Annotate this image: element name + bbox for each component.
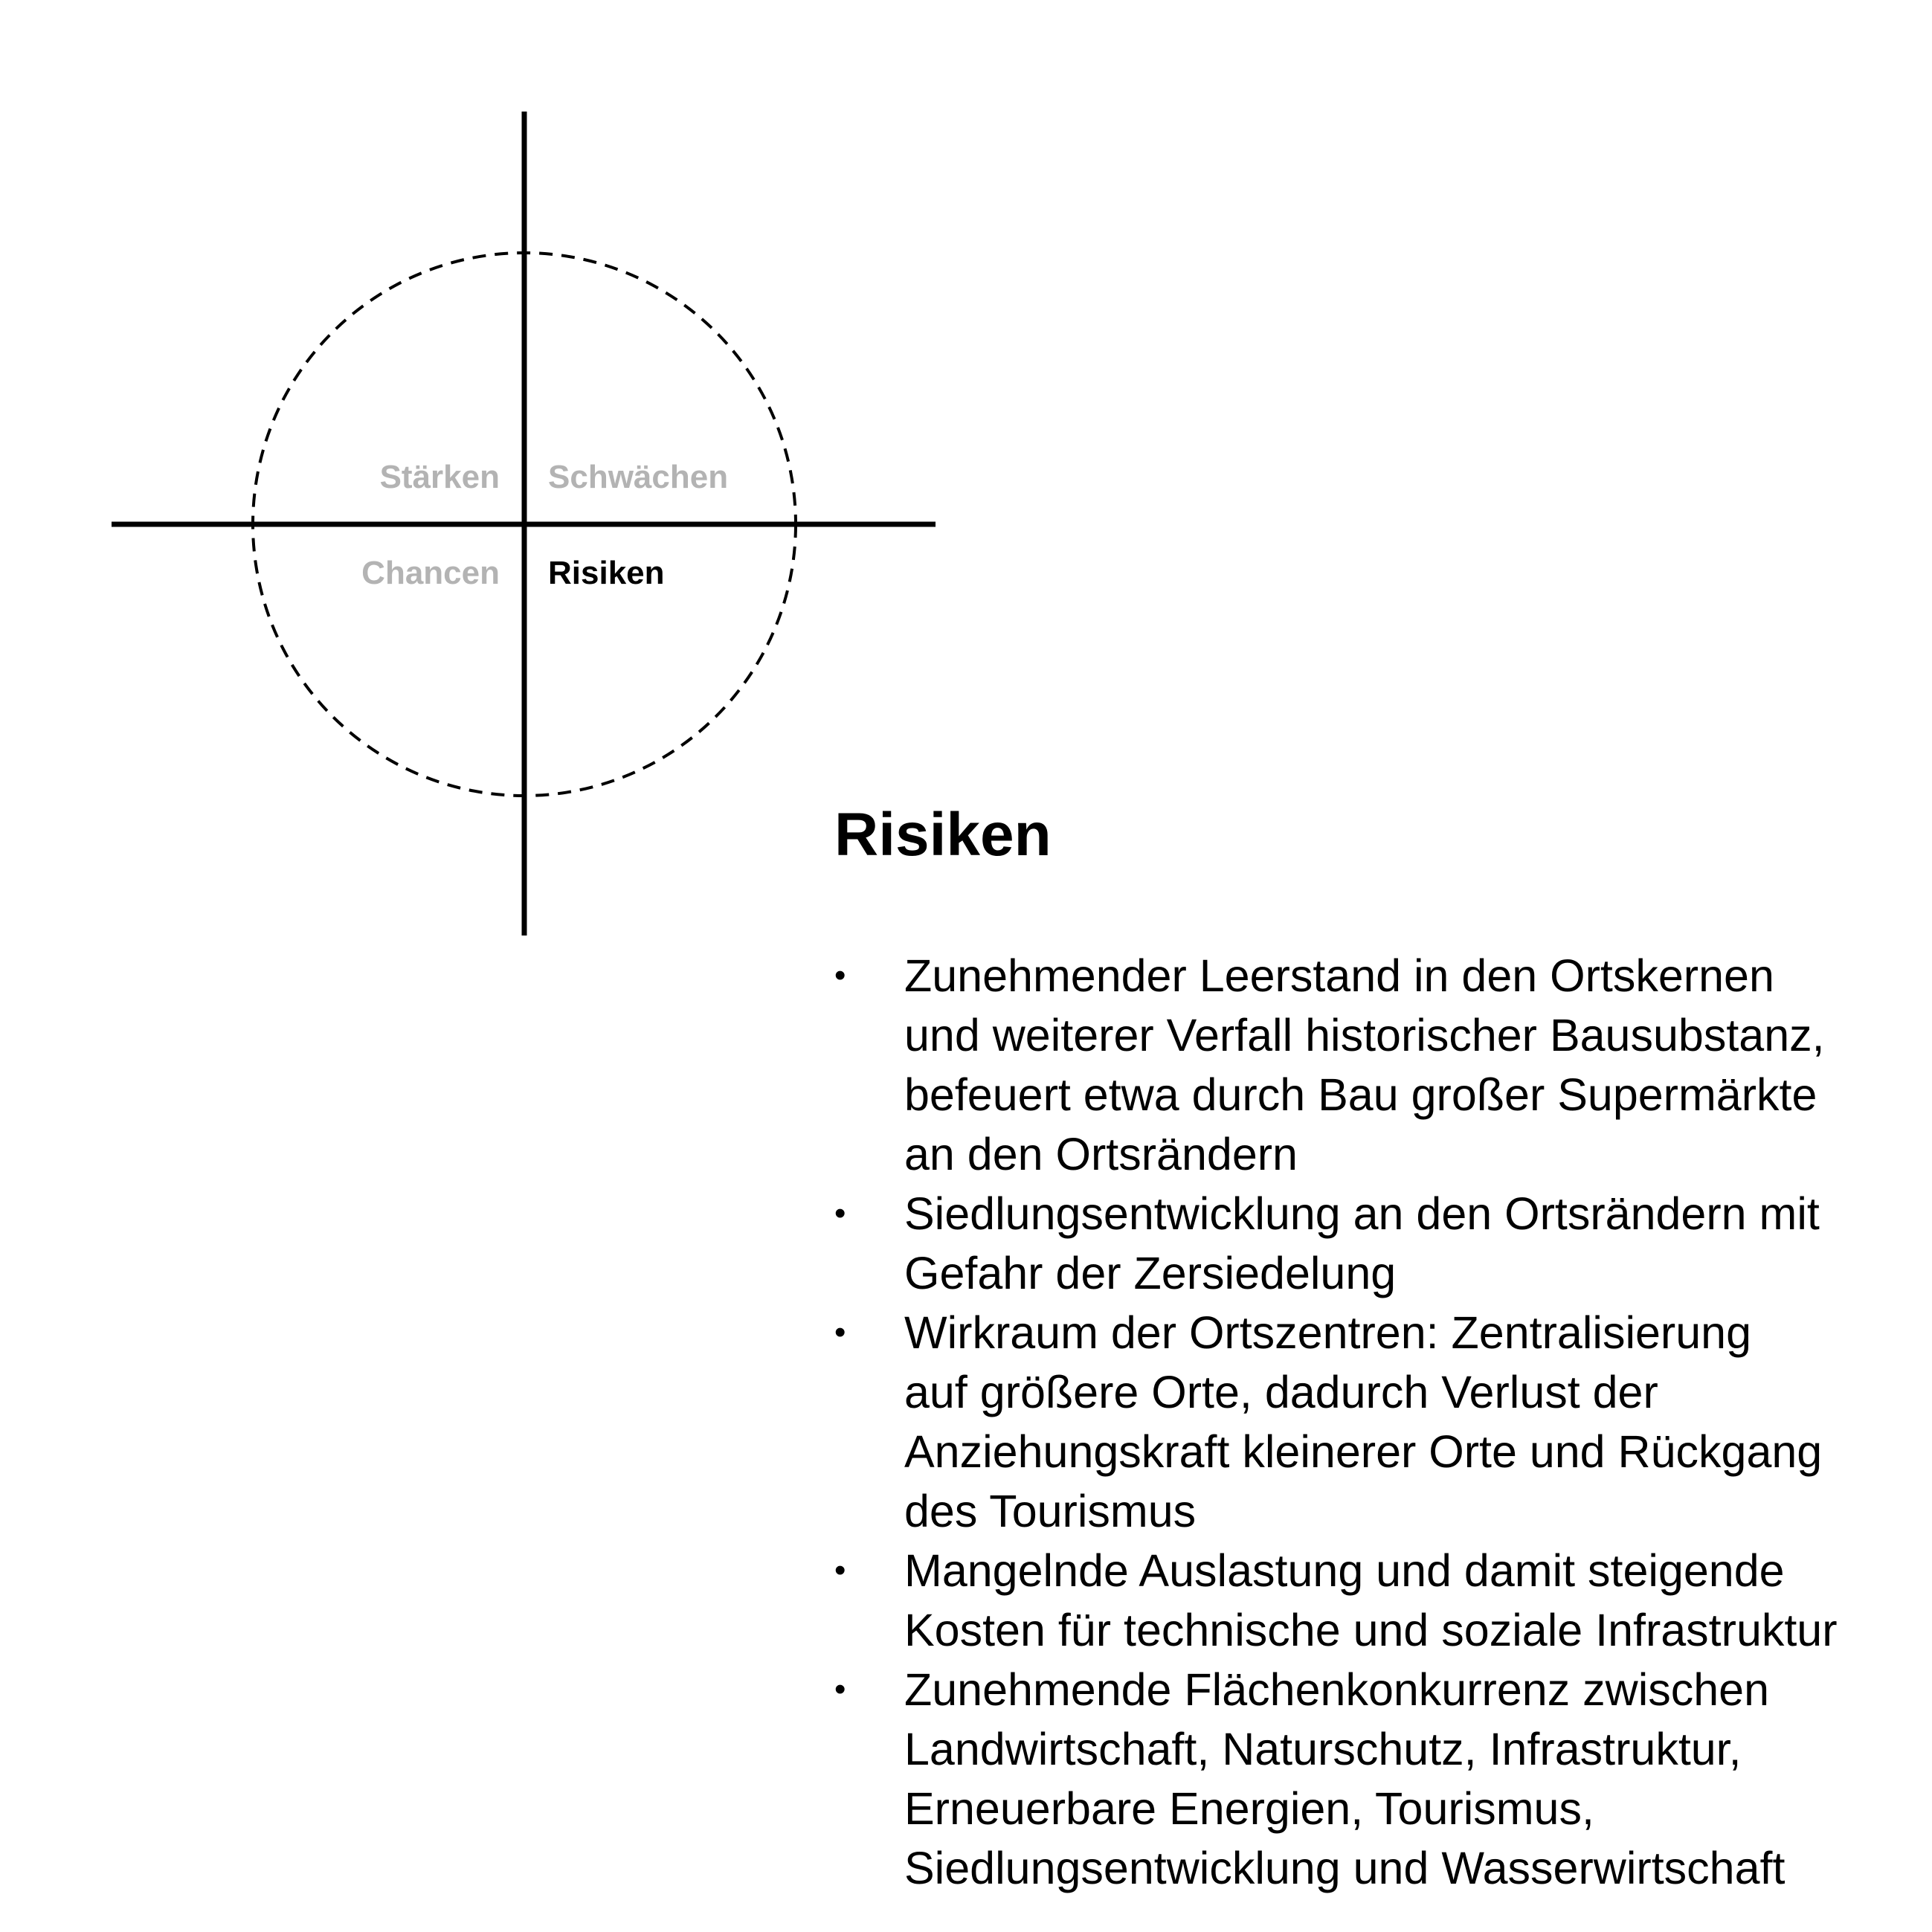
risk-item-text: Zunehmende Flächenkonkurrenz zwischen Landwirtschaft, Naturschutz, Infrastruktur, Erneuerbare Energien, Tourismus, Siedlungsentwicklung und Wasserwirtschaft	[904, 1664, 1786, 1893]
bullet-icon: •	[834, 1314, 846, 1350]
section-title: Risiken	[834, 801, 1052, 869]
risk-list-item	[834, 1660, 1905, 1898]
quadrant-label-staerken: Stärken	[379, 459, 500, 495]
bullet-icon: •	[834, 957, 846, 994]
risk-list-item	[834, 1184, 1905, 1303]
risk-item-text: Siedlungsentwicklung an den Ortsrändern mit Gefahr der Zersiedelung	[904, 1188, 1820, 1298]
risk-item-text: Zunehmender Leerstand in den Ortskernen und weiterer Verfall historischer Bausubstanz, befeuert etwa durch Bau großer Supermärkte an den Ortsrändern	[904, 950, 1825, 1179]
swot-diagram	[0, 0, 967, 967]
quadrant-label-chancen: Chancen	[361, 555, 500, 591]
risk-item-text: Mangelnde Auslastung und damit steigende Kosten für technische und soziale Infrastruktur	[904, 1545, 1838, 1655]
bullet-icon: •	[834, 1671, 846, 1707]
risk-item-text: Wirkraum der Ortszentren: Zentralisierung auf größere Orte, dadurch Verlust der Anziehungskraft kleinerer Orte und Rückgang des Tourismus	[904, 1307, 1823, 1536]
quadrant-label-schwaechen: Schwächen	[548, 459, 729, 495]
bullet-icon: •	[834, 1552, 846, 1588]
risk-list-item	[834, 1303, 1905, 1541]
risk-list-item	[834, 1541, 1905, 1660]
risk-list	[834, 946, 1905, 1898]
quadrant-label-risiken: Risiken	[548, 555, 665, 591]
bullet-icon: •	[834, 1195, 846, 1231]
risk-list-item	[834, 946, 1905, 1184]
